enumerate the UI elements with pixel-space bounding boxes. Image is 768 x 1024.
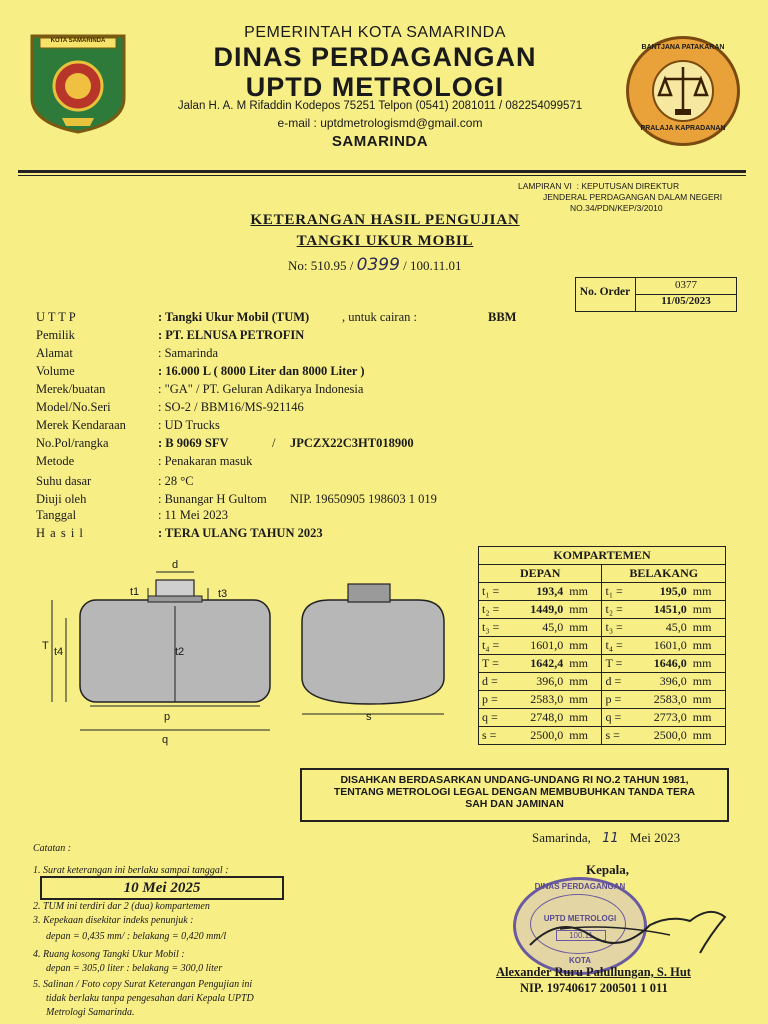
tank-end-body: [302, 600, 444, 704]
handwritten-signature: [520, 895, 740, 965]
tank-end-manhole: [348, 584, 390, 602]
field-label: Merek Kendaraan: [36, 418, 126, 432]
row-unit2: mm: [690, 691, 726, 709]
place-date: [532, 830, 680, 846]
field-label: No.Pol/rangka: [36, 436, 109, 450]
row-unit: mm: [566, 583, 602, 601]
row-sym2: s =: [602, 727, 635, 745]
table-row: [479, 637, 726, 655]
field-extra: NIP. 19650905 198603 1 019: [290, 492, 437, 506]
doc-number-handwritten: 0399: [356, 255, 400, 275]
lampiran-keputusan: : KEPUTUSAN DIREKTUR: [576, 181, 680, 191]
header-line2: DINAS PERDAGANGAN: [213, 42, 537, 72]
header-address: Jalan H. A. M Rifaddin Kodepos 75251 Telpon (0541) 2081011 / 082254099571: [177, 100, 583, 112]
doc-number: [288, 255, 462, 275]
table-row: [479, 727, 726, 745]
row-unit2: mm: [690, 637, 726, 655]
catatan-heading: Catatan :: [33, 843, 72, 854]
col-depan: DEPAN: [479, 565, 602, 583]
catatan-note5: 5. Salinan / Foto copy Surat Keterangan Pengujian ini: [33, 979, 253, 990]
catatan-note3: 3. Kepekaan disekitar indeks penunjuk :: [33, 915, 194, 926]
row-belakang: 45,0: [634, 619, 689, 637]
field-value: : Penakaran masuk: [158, 454, 253, 468]
table-row: [479, 655, 726, 673]
table-row: [479, 619, 726, 637]
field-value: : Tangki Ukur Mobil (TUM): [158, 310, 310, 324]
row-unit2: mm: [690, 619, 726, 637]
stamp-num-text: 100.11: [556, 930, 606, 941]
tank-diagram: [30, 558, 470, 748]
row-sym: t₁ =: [479, 583, 512, 601]
legal-line1: DISAHKAN BERDASARKAN UNDANG-UNDANG RI NO.2 TAHUN 1981,: [340, 774, 689, 786]
kompartemen-title: KOMPARTEMEN: [479, 547, 726, 565]
row-sym2: p =: [602, 691, 635, 709]
doc-number-suffix: / 100.11.01: [403, 258, 462, 273]
field-label: Volume: [36, 364, 75, 378]
order-label: No. Order: [579, 286, 631, 298]
row-depan: 2500,0: [511, 727, 566, 745]
header-city: SAMARINDA: [331, 133, 429, 150]
row-sym: t₄ =: [479, 637, 512, 655]
row-depan: 2748,0: [511, 709, 566, 727]
valid-until-box: 10 Mei 2025: [40, 876, 284, 900]
catatan-note3-values: depan = 0,435 mm/ : belakang = 0,420 mm/l: [46, 931, 227, 942]
row-sym: p =: [479, 691, 512, 709]
dim-s: s: [366, 711, 372, 723]
lampiran-line2: JENDERAL PERDAGANGAN DALAM NEGERI: [543, 192, 723, 202]
row-belakang: 396,0: [634, 673, 689, 691]
field-label: Suhu dasar: [36, 474, 92, 488]
field-value: : PT. ELNUSA PETROFIN: [158, 328, 305, 342]
row-depan: 1642,4: [511, 655, 566, 673]
row-sym: s =: [479, 727, 512, 745]
order-box: [575, 277, 737, 312]
field-label: Merek/buatan: [36, 382, 106, 396]
row-depan: 396,0: [511, 673, 566, 691]
row-depan: 45,0: [511, 619, 566, 637]
stamp-top-text: DINAS PERDAGANGAN: [534, 882, 626, 891]
field-extra2: BBM: [488, 310, 517, 324]
row-sym2: t₁ =: [602, 583, 635, 601]
row-unit2: mm: [690, 673, 726, 691]
place-date-prefix: Samarinda,: [532, 830, 591, 845]
row-unit: mm: [566, 655, 602, 673]
dim-q: q: [162, 734, 169, 746]
row-belakang: 2773,0: [634, 709, 689, 727]
field-label: Model/No.Seri: [36, 400, 111, 414]
field-value: : B 9069 SFV: [158, 436, 229, 450]
doc-subtitle: TANGKI UKUR MOBIL: [296, 233, 474, 249]
row-sym: d =: [479, 673, 512, 691]
row-depan: 1601,0: [511, 637, 566, 655]
stamp-bottom-text: KOTA: [568, 956, 592, 965]
field-value: : Samarinda: [158, 346, 219, 360]
stamp-mid-text: UPTD METROLOGI: [543, 914, 617, 923]
row-unit2: mm: [690, 727, 726, 745]
field-label: Diuji oleh: [36, 492, 87, 506]
field-value: : UD Trucks: [158, 418, 220, 432]
legal-box: [300, 768, 729, 822]
row-unit2: mm: [690, 655, 726, 673]
dim-d: d: [172, 559, 179, 571]
row-unit2: mm: [690, 583, 726, 601]
row-sym: t₃ =: [479, 619, 512, 637]
row-sym: t₂ =: [479, 601, 512, 619]
row-sym2: q =: [602, 709, 635, 727]
field-extra2: JPCZX22C3HT018900: [290, 436, 414, 450]
row-belakang: 1646,0: [634, 655, 689, 673]
header-rule-thick: [18, 170, 746, 173]
row-belakang: 195,0: [634, 583, 689, 601]
field-label: Alamat: [36, 346, 73, 360]
kompartemen-table: [478, 546, 726, 745]
row-unit2: mm: [690, 709, 726, 727]
table-row: [479, 583, 726, 601]
kompartemen-grid: [478, 546, 726, 745]
dim-t3: t3: [218, 588, 228, 600]
row-sym: T =: [479, 655, 512, 673]
dim-p: p: [164, 711, 171, 723]
row-unit2: mm: [690, 601, 726, 619]
field-value: : "GA" / PT. Geluran Adikarya Indonesia: [158, 382, 364, 396]
col-belakang: BELAKANG: [602, 565, 726, 583]
logo-left-text: KOTA SAMARINDA: [50, 38, 106, 44]
row-unit: mm: [566, 709, 602, 727]
row-belakang: 1451,0: [634, 601, 689, 619]
order-date: 11/05/2023: [661, 295, 711, 307]
header-rule-thin: [18, 175, 746, 176]
field-label: Metode: [36, 454, 75, 468]
row-belakang: 2583,0: [634, 691, 689, 709]
field-label: U T T P: [36, 310, 76, 324]
field-value: : Bunangar H Gultom: [158, 492, 267, 506]
lampiran-line1: [518, 181, 679, 191]
doc-title: KETERANGAN HASIL PENGUJIAN: [250, 212, 520, 228]
catatan-note5-line3: Metrologi Samarinda.: [46, 1007, 135, 1018]
lampiran-line3: NO.34/PDN/KEP/3/2010: [570, 203, 663, 213]
field-value: : TERA ULANG TAHUN 2023: [158, 526, 323, 540]
metrology-emblem: [626, 36, 740, 146]
catatan-note4-values: depan = 305,0 liter : belakang = 300,0 liter: [46, 963, 223, 974]
row-unit: mm: [566, 673, 602, 691]
emblem-top-text: BANTJANA PATAKARAN: [641, 44, 725, 51]
table-row: [479, 709, 726, 727]
field-label: Tanggal: [36, 508, 77, 522]
row-depan: 2583,0: [511, 691, 566, 709]
field-value: : 11 Mei 2023: [158, 508, 229, 522]
place-date-suffix: Mei 2023: [629, 830, 681, 845]
tank-neck: [148, 596, 202, 602]
row-sym2: T =: [602, 655, 635, 673]
table-row: [479, 601, 726, 619]
field-extra: , untuk cairan :: [342, 310, 417, 324]
row-unit: mm: [566, 637, 602, 655]
row-sym2: t₄ =: [602, 637, 635, 655]
signatory-name: Alexander Ruru Palullungan, S. Hut: [496, 965, 691, 979]
row-sym: q =: [479, 709, 512, 727]
doc-number-prefix: No: 510.95 /: [288, 258, 354, 273]
row-unit: mm: [566, 619, 602, 637]
emblem-bottom-text: PRALAJA KAPRADANAN: [640, 125, 726, 132]
row-sym2: d =: [602, 673, 635, 691]
kota-samarinda-logo: [22, 28, 134, 136]
field-value: : 16.000 L ( 8000 Liter dan 8000 Liter ): [158, 364, 365, 378]
header-line1: PEMERINTAH KOTA SAMARINDA: [244, 24, 506, 41]
table-row: [479, 691, 726, 709]
catatan-note4: 4. Ruang kosong Tangki Ukur Mobil :: [33, 949, 185, 960]
legal-line2: TENTANG METROLOGI LEGAL DENGAN MEMBUBUHKAN TANDA TERA: [333, 786, 696, 798]
header-line3: UPTD METROLOGI: [245, 72, 505, 102]
field-label: H a s i l: [36, 526, 84, 540]
row-unit: mm: [566, 727, 602, 745]
row-sym2: t₂ =: [602, 601, 635, 619]
field-extra: /: [272, 436, 276, 450]
row-depan: 193,4: [511, 583, 566, 601]
place-date-day: 11: [602, 831, 619, 846]
catatan-note1: 1. Surat keterangan ini berlaku sampai tanggal :: [33, 865, 229, 876]
legal-line3: SAH DAN JAMINAN: [465, 798, 564, 810]
signatory-nip: NIP. 19740617 200501 1 011: [520, 981, 668, 995]
row-belakang: 1601,0: [634, 637, 689, 655]
field-label: Pemilik: [36, 328, 75, 342]
catatan-note5-line2: tidak berlaku tanpa pengesahan dari Kepala UPTD: [46, 993, 254, 1004]
header-email: e-mail : uptdmetrologismd@gmail.com: [277, 116, 483, 130]
row-sym2: t₃ =: [602, 619, 635, 637]
catatan-note2: 2. TUM ini terdiri dar 2 (dua) kompartemen: [33, 901, 210, 912]
dim-T: T: [42, 640, 49, 652]
table-row: [479, 673, 726, 691]
row-unit: mm: [566, 601, 602, 619]
dim-t2: t2: [175, 646, 185, 658]
row-belakang: 2500,0: [634, 727, 689, 745]
signature-title: Kepala,: [586, 862, 629, 877]
dim-t1: t1: [130, 586, 140, 598]
order-number: 0377: [636, 279, 736, 295]
row-depan: 1449,0: [511, 601, 566, 619]
dim-t4: t4: [54, 646, 64, 658]
field-value: : 28 °C: [158, 474, 194, 488]
row-unit: mm: [566, 691, 602, 709]
lampiran-label: LAMPIRAN VI: [518, 181, 572, 191]
field-value: : SO-2 / BBM16/MS-921146: [158, 400, 304, 414]
